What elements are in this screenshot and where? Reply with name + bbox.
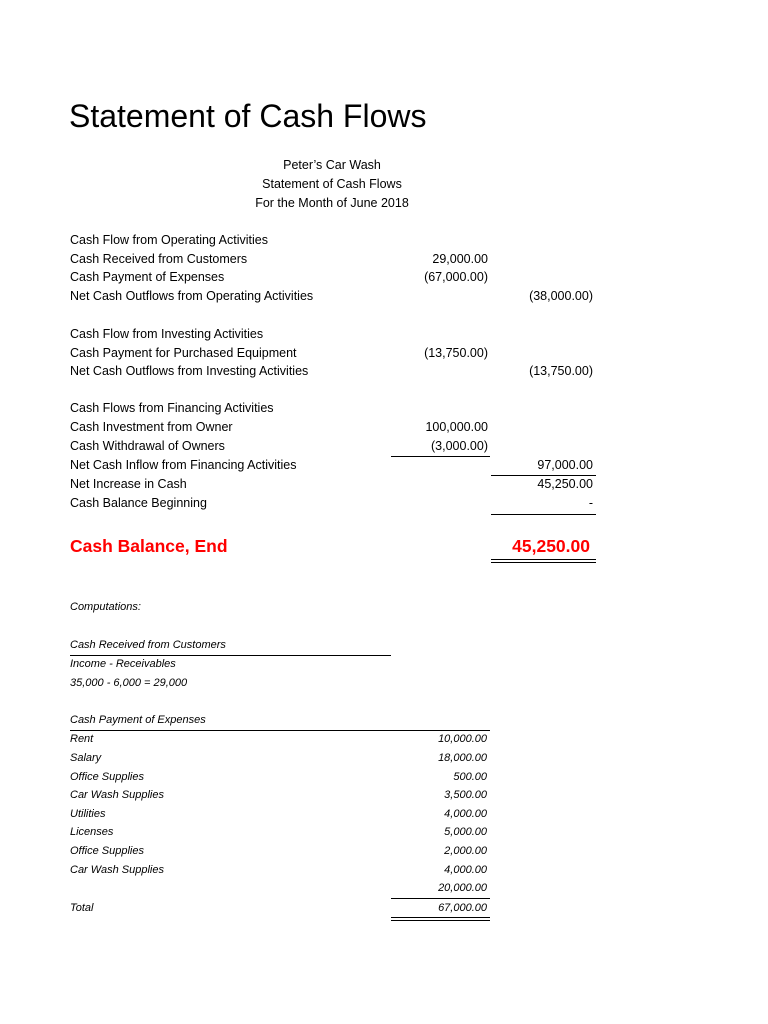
row-label: Cash Payment for Purchased Equipment (70, 346, 297, 360)
expense-row (0, 786, 768, 805)
statement-row (0, 437, 768, 456)
expense-label: Rent (70, 733, 94, 745)
expense-label: Salary (70, 752, 102, 764)
subtotal-rule (491, 514, 596, 515)
expense-amount: 4,000.00 (444, 808, 487, 820)
statement-row (0, 494, 768, 513)
computations-heading (0, 598, 768, 617)
statement-period: For the Month of June 2018 (255, 196, 409, 210)
row-label: Net Cash Outflows from Investing Activities (70, 364, 309, 378)
row-label: Cash Flows from Financing Activities (70, 401, 274, 415)
row-amount: 29,000.00 (432, 252, 488, 266)
expense-amount: 2,000.00 (444, 845, 487, 857)
row-total: (13,750.00) (529, 364, 593, 378)
row-label: Cash Balance Beginning (70, 496, 207, 510)
computations-label: Computations: (70, 601, 141, 613)
statement-row (0, 475, 768, 494)
row-total: 97,000.00 (537, 458, 593, 472)
expense-row (0, 823, 768, 842)
row-label: Cash Received from Customers (70, 252, 248, 266)
expense-amount: 500.00 (453, 771, 487, 783)
expense-label: Utilities (70, 808, 106, 820)
expense-row (0, 749, 768, 768)
statement-name: Statement of Cash Flows (262, 177, 402, 191)
expense-row (0, 805, 768, 824)
row-label: Cash Withdrawal of Owners (70, 439, 225, 453)
expense-row (0, 861, 768, 880)
row-label: Cash Flow from Operating Activities (70, 233, 268, 247)
row-label: Net Cash Outflows from Operating Activities (70, 289, 314, 303)
row-amount: 100,000.00 (425, 420, 488, 434)
double-underline (391, 917, 490, 921)
expense-amount: 18,000.00 (438, 752, 487, 764)
expense-row (0, 730, 768, 749)
expense-amount: 4,000.00 (444, 864, 487, 876)
statement-row (0, 250, 768, 269)
ending-balance-value: 45,250.00 (512, 536, 590, 556)
row-amount: (3,000.00) (431, 439, 488, 453)
ending-balance-label: Cash Balance, End (70, 536, 228, 556)
expense-amount: 10,000.00 (438, 733, 487, 745)
section-heading-investing (0, 325, 768, 344)
page-title: Statement of Cash Flows (69, 98, 427, 134)
expense-amount: 3,500.00 (444, 789, 487, 801)
expense-amount: 5,000.00 (444, 826, 487, 838)
row-amount: (13,750.00) (424, 346, 488, 360)
statement-row (0, 456, 768, 475)
customers-computation-title (0, 636, 768, 655)
row-total: 45,250.00 (537, 477, 593, 491)
expense-label: Licenses (70, 826, 114, 838)
statement-row (0, 418, 768, 437)
statement-row (0, 362, 768, 381)
company-name: Peter’s Car Wash (283, 158, 381, 172)
expense-total-amount: 67,000.00 (438, 902, 487, 914)
expense-row (0, 768, 768, 787)
row-label: Net Cash Inflow from Financing Activities (70, 458, 297, 472)
row-label: Cash Payment of Expenses (70, 270, 225, 284)
section-heading-operating (0, 231, 768, 250)
row-total: - (588, 496, 593, 510)
row-label: Cash Payment of Expenses (70, 714, 206, 726)
customers-formula-label (0, 655, 768, 674)
row-label: Cash Received from Customers (70, 639, 226, 651)
expense-label: Office Supplies (70, 845, 144, 857)
section-heading-financing (0, 399, 768, 418)
row-label: Net Increase in Cash (70, 477, 187, 491)
double-underline (491, 559, 596, 563)
ending-balance-row (0, 532, 768, 560)
expense-label: Office Supplies (70, 771, 144, 783)
customers-formula (0, 674, 768, 693)
statement-row (0, 268, 768, 287)
expense-label: Car Wash Supplies (70, 864, 164, 876)
row-amount: (67,000.00) (424, 270, 488, 284)
expense-total-label: Total (70, 902, 94, 914)
statement-row (0, 287, 768, 306)
row-label: 35,000 - 6,000 = 29,000 (70, 677, 188, 689)
row-label: Cash Investment from Owner (70, 420, 233, 434)
expense-label: Car Wash Supplies (70, 789, 164, 801)
expense-total-row (0, 899, 768, 918)
expense-row (0, 842, 768, 861)
expense-amount: 20,000.00 (438, 882, 487, 894)
row-label: Cash Flow from Investing Activities (70, 327, 264, 341)
statement-row (0, 344, 768, 363)
expenses-computation-title (0, 711, 768, 730)
row-label: Income - Receivables (70, 658, 176, 670)
expense-row (0, 879, 768, 898)
row-total: (38,000.00) (529, 289, 593, 303)
